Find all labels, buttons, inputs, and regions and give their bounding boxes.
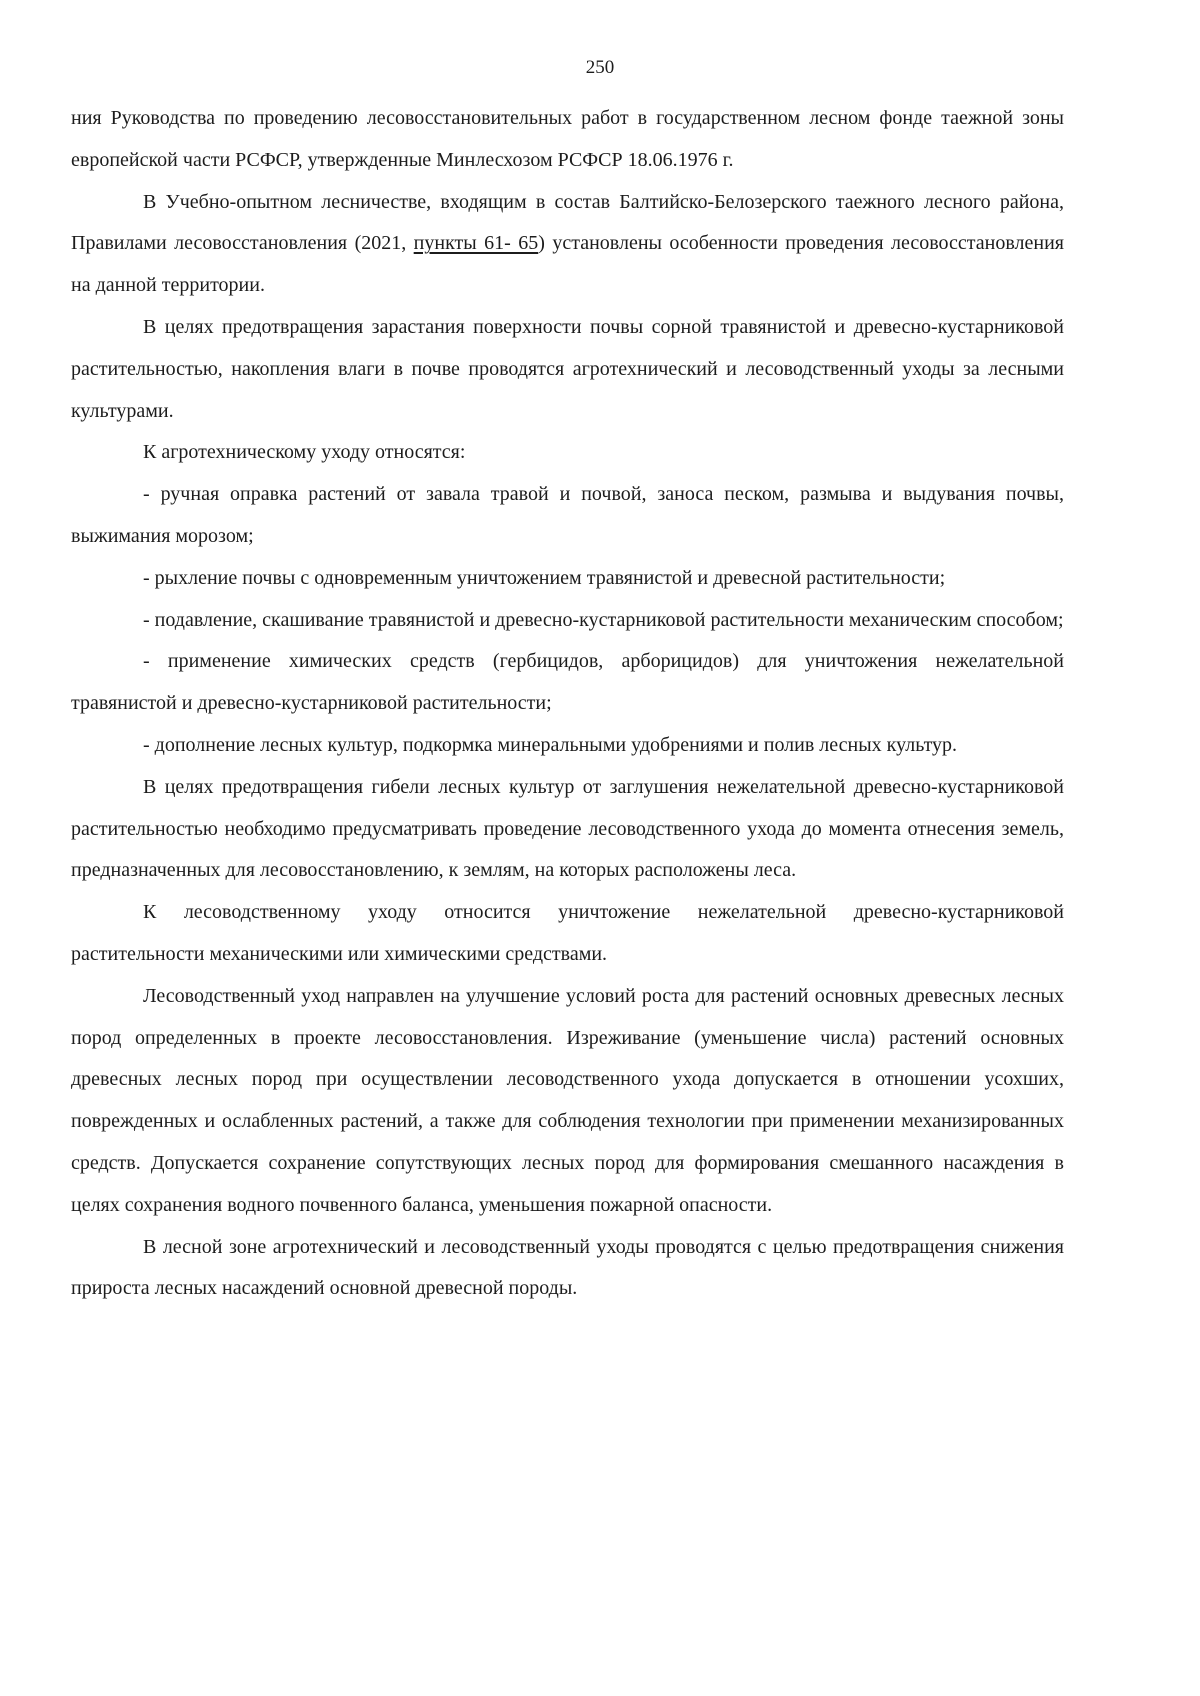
list-item: - дополнение лесных культур, подкормка минеральными удобрениями и полив лесных культур.: [143, 733, 958, 756]
reference-link[interactable]: пункты 61- 65: [413, 232, 539, 255]
paragraph-continuation: ния Руководства по проведению лесовосстановительных работ в государственном лесном фонде таежной зоны европейской части РСФСР, утвержденные Минлесхозом РСФСР 18.06.1976 г.: [71, 107, 1064, 171]
page-number: 250: [585, 57, 615, 78]
paragraph-agrotechnical-heading: К агротехническому уходу относятся:: [143, 441, 466, 464]
paragraph-silvicultural-care: К лесоводственному уходу относится уничтожение нежелательной древесно-кустарниковой растительности механическими или химическими средствами.: [71, 901, 1064, 965]
paragraph-thinning: Лесоводственный уход направлен на улучшение условий роста для растений основных древесных лесных пород определенных в проекте лесовосстановления. Изреживание (уменьшение числа) растений основных древесных лесных пород при осуществлении лесоводственного ухода допускается в отношении усохших, поврежденных и ослабленных растений, а также для соблюдения технологии при применении механизированных средств. Допускается сохранение сопутствующих лесных пород для формирования смешанного насаждения в целях сохранения водного почвенного баланса, уменьшения пожарной опасности.: [71, 984, 1064, 1216]
paragraph-forest-zone: В лесной зоне агротехнический и лесоводственный уходы проводятся с целью предотвращения снижения прироста лесных насаждений основной древесной породы.: [71, 1235, 1064, 1300]
paragraph-text: ) установлены особенности проведения лесовосстановления на данной территории.: [71, 232, 1065, 297]
list-item: - подавление, скашивание травянистой и древесно-кустарниковой растительности механическим способом;: [143, 608, 1064, 631]
list-item: - ручная оправка растений от завала травой и почвой, заноса песком, размыва и выдувания почвы, выжимания морозом;: [71, 483, 1064, 547]
paragraph-prevention: В целях предотвращения гибели лесных культур от заглушения нежелательной древесно-кустарниковой растительностью необходимо предусматривать проведение лесоводственного ухода до момента отнесения земель, предназначенных для лесовосстановлению, к землям, на которых расположены леса.: [71, 775, 1064, 882]
paragraph-forestry-district: [71, 182, 1064, 307]
paragraph-care-purpose: В целях предотвращения зарастания поверхности почвы сорной травянистой и древесно-кустарниковой растительностью, накопления влаги в почве проводятся агротехнический и лесоводственный уходы за лесными культурами.: [71, 315, 1064, 422]
list-item: - рыхление почвы с одновременным уничтожением травянистой и древесной растительности;: [143, 566, 946, 589]
paragraph-text: В Учебно-опытном лесничестве, входящим в состав Балтийско-Белозерского таежного лесного района, Правилами лесовосстановления (2021,: [71, 190, 1064, 255]
list-item: - применение химических средств (гербицидов, арборицидов) для уничтожения нежелательной травянистой и древесно-кустарниковой растительности;: [71, 650, 1064, 715]
body-text: [71, 98, 1064, 1310]
